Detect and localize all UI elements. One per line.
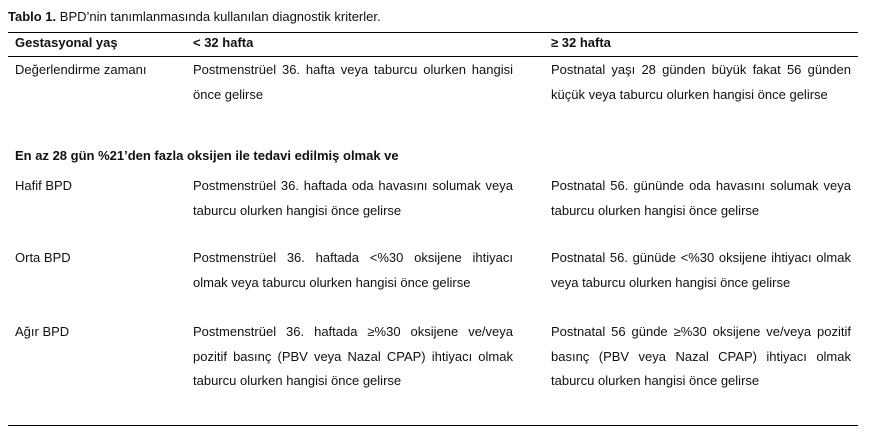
header-under-32-weeks: < 32 hafta <box>193 35 254 50</box>
header-32-weeks-and-over: ≥ 32 hafta <box>551 35 611 50</box>
cell-assessment-time-under-32: Postmenstrüel 36. hafta veya taburcu olurken hangisi önce gelirse <box>193 62 513 102</box>
cell-mild-bpd-32-plus: Postnatal 56. gününde oda havasını solumak veya taburcu olurken hangisi önce gelirse <box>551 178 851 218</box>
row-label-mild-bpd: Hafif BPD <box>15 178 73 193</box>
caption-label: Tablo 1. <box>8 9 57 24</box>
row-label-moderate-bpd: Orta BPD <box>15 250 71 265</box>
row-label-severe-bpd: Ağır BPD <box>15 324 70 339</box>
row-label-assessment-time: Değerlendirme zamanı <box>15 62 147 77</box>
header-bottom-rule <box>8 56 858 57</box>
cell-severe-bpd-32-plus: Postnatal 56 günde ≥%30 oksijene ve/veya pozitif basınç (PBV veya Nazal CPAP) ihtiyacı olmak taburcu olurken hangisi önce gelirse <box>551 324 851 388</box>
header-gestational-age: Gestasyonal yaş <box>15 35 118 50</box>
table-bottom-rule <box>8 425 858 426</box>
cell-mild-bpd-under-32: Postmenstrüel 36. haftada oda havasını solumak veya taburcu olurken hangisi önce gelirse <box>193 178 513 218</box>
cell-assessment-time-32-plus: Postnatal yaşı 28 günden büyük fakat 56 günden küçük veya taburcu olurken hangisi önce gelirse <box>551 62 851 102</box>
table-caption <box>8 9 381 25</box>
caption-text: BPD’nin tanımlanmasında kullanılan diagnostik kriterler. <box>56 9 381 24</box>
cell-moderate-bpd-32-plus: Postnatal 56. günüde <%30 oksijene ihtiyacı olmak veya taburcu olurken hangisi önce gelirse <box>551 250 851 290</box>
criteria-span-row: En az 28 gün %21’den fazla oksijen ile tedavi edilmiş olmak ve <box>15 148 399 163</box>
cell-moderate-bpd-under-32: Postmenstrüel 36. haftada <%30 oksijene ihtiyacı olmak veya taburcu olurken hangisi önce gelirse <box>193 250 513 290</box>
cell-severe-bpd-under-32: Postmenstrüel 36. haftada ≥%30 oksijene ve/veya pozitif basınç (PBV veya Nazal CPAP) ihtiyacı olmak taburcu olurken hangisi önce gelirse <box>193 324 513 388</box>
